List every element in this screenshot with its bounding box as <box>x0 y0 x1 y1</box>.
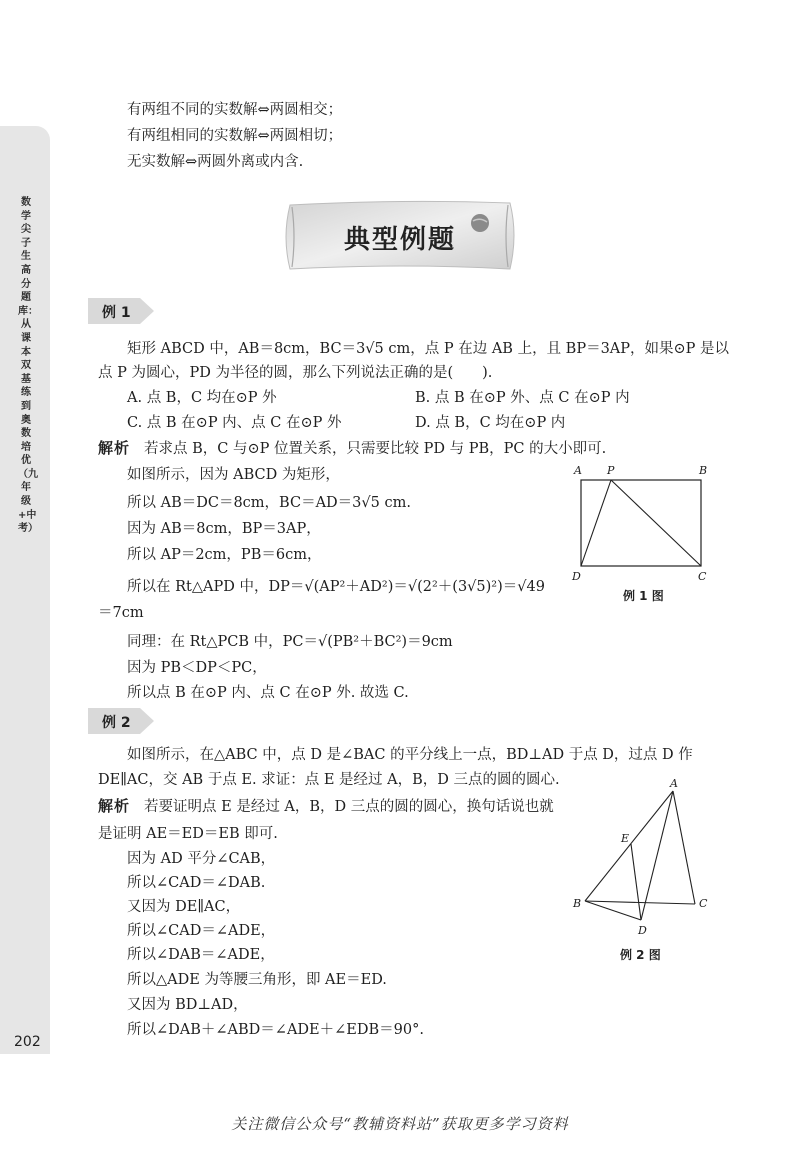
option-c: C. 点 B 在⊙P 内、点 C 在⊙P 外 <box>127 415 342 431</box>
example-2-tag <box>88 708 158 734</box>
analysis-line: 所以∠CAD＝∠ADE， <box>127 923 276 939</box>
label-e: E <box>621 832 630 845</box>
question-line: 如图所示，在△ABC 中，点 D 是∠BAC 的平分线上一点，BD⊥AD 于点 D，过点 D 作 <box>127 747 693 763</box>
rectangle-abcd <box>581 480 701 566</box>
analysis-line <box>98 437 606 458</box>
label-d: D <box>638 924 647 937</box>
section-title: 典型例题 <box>343 225 456 255</box>
segment-de <box>631 844 641 920</box>
analysis-line: 所以△ADE 为等腰三角形，即 AE＝ED. <box>127 972 387 988</box>
analysis-text: 若要证明点 E 是经过 A，B，D 三点的圆的圆心，换句话说也就 <box>144 799 554 815</box>
page-number: 202 <box>14 1034 41 1050</box>
analysis-line: 所以∠DAB＝∠ADE， <box>127 947 275 963</box>
analysis-text: 若求点 B，C 与⊙P 位置关系，只需要比较 PD 与 PB，PC 的大小即可. <box>144 441 607 457</box>
analysis-line: 又因为 DE∥AC， <box>127 899 241 915</box>
example-1-tag <box>88 298 158 324</box>
analysis-line: 所以 AB＝DC＝8cm，BC＝AD＝3√5 cm. <box>127 495 411 511</box>
analysis-line: 所以∠CAD＝∠DAB. <box>127 875 266 891</box>
segment-pc <box>611 480 701 566</box>
analysis-line: 同理：在 Rt△PCB 中，PC＝√(PB²＋BC²)＝9cm <box>127 634 453 650</box>
analysis-line <box>98 795 554 816</box>
analysis-label: 解析 <box>98 439 131 457</box>
analysis-line: 所以在 Rt△APD 中，DP＝√(AP²＋AD²)＝√(2²＋(3√5)²)＝√49 <box>127 579 545 595</box>
segment-ac <box>673 791 695 904</box>
question-line: DE∥AC，交 AB 于点 E. 求证：点 E 是经过 A，B，D 三点的圆的圆心. <box>98 772 560 788</box>
figure-2-caption: 例 2 图 <box>620 948 661 962</box>
option-d: D. 点 B，C 均在⊙P 内 <box>415 415 566 431</box>
analysis-line: 因为 PB＜DP＜PC， <box>127 660 267 676</box>
analysis-line: 所以点 B 在⊙P 内、点 C 在⊙P 外. 故选 C. <box>127 685 409 701</box>
analysis-line: 是证明 AE＝ED＝EB 即可. <box>98 826 278 842</box>
example-1-figure <box>570 462 715 587</box>
example-1-label: 例 1 <box>102 305 131 321</box>
label-c: C <box>699 897 708 910</box>
label-p: P <box>607 464 615 477</box>
footer-note: 关注微信公众号“教辅资料站”获取更多学习资料 <box>231 1115 569 1133</box>
intro-line: 有两组不同的实数解⇔两圆相交； <box>127 102 343 118</box>
option-b: B. 点 B 在⊙P 外、点 C 在⊙P 内 <box>415 390 630 406</box>
option-a: A. 点 B，C 均在⊙P 外 <box>127 390 277 406</box>
label-c: C <box>698 570 707 583</box>
book-title: 数学尖子生高分题库：从课本双基练到奥数培优（九年级+中考） <box>18 197 38 535</box>
intro-line: 有两组相同的实数解⇔两圆相切； <box>127 128 343 144</box>
analysis-line: 所以∠DAB＋∠ABD＝∠ADE＋∠EDB＝90°. <box>127 1022 424 1038</box>
analysis-line: 所以 AP＝2cm，PB＝6cm， <box>127 547 322 563</box>
analysis-label: 解析 <box>98 797 131 815</box>
question-line: 点 P 为圆心，PD 为半径的圆，那么下列说法正确的是( ). <box>98 365 493 381</box>
analysis-line: 如图所示，因为 ABCD 为矩形， <box>127 467 340 483</box>
label-a: A <box>670 777 678 790</box>
analysis-line: ＝7cm <box>98 605 144 621</box>
segment-pd <box>581 480 611 566</box>
segment-bc <box>585 901 695 904</box>
analysis-line: 因为 AB＝8cm，BP＝3AP， <box>127 521 321 537</box>
intro-line: 无实数解⇔两圆外离或内含. <box>127 154 304 170</box>
label-d: D <box>572 570 581 583</box>
label-b: B <box>573 897 582 910</box>
segment-bd <box>585 901 641 920</box>
example-2-label: 例 2 <box>102 715 131 731</box>
example-2-figure <box>570 776 720 938</box>
label-a: A <box>574 464 582 477</box>
figure-1-caption: 例 1 图 <box>623 589 664 603</box>
label-b: B <box>699 464 708 477</box>
analysis-line: 因为 AD 平分∠CAB， <box>127 851 276 867</box>
question-line: 矩形 ABCD 中，AB＝8cm，BC＝3√5 cm，点 P 在边 AB 上，且 BP＝3AP，如果⊙P 是以 <box>127 341 730 357</box>
section-banner <box>282 199 518 273</box>
analysis-line: 又因为 BD⊥AD， <box>127 997 248 1013</box>
